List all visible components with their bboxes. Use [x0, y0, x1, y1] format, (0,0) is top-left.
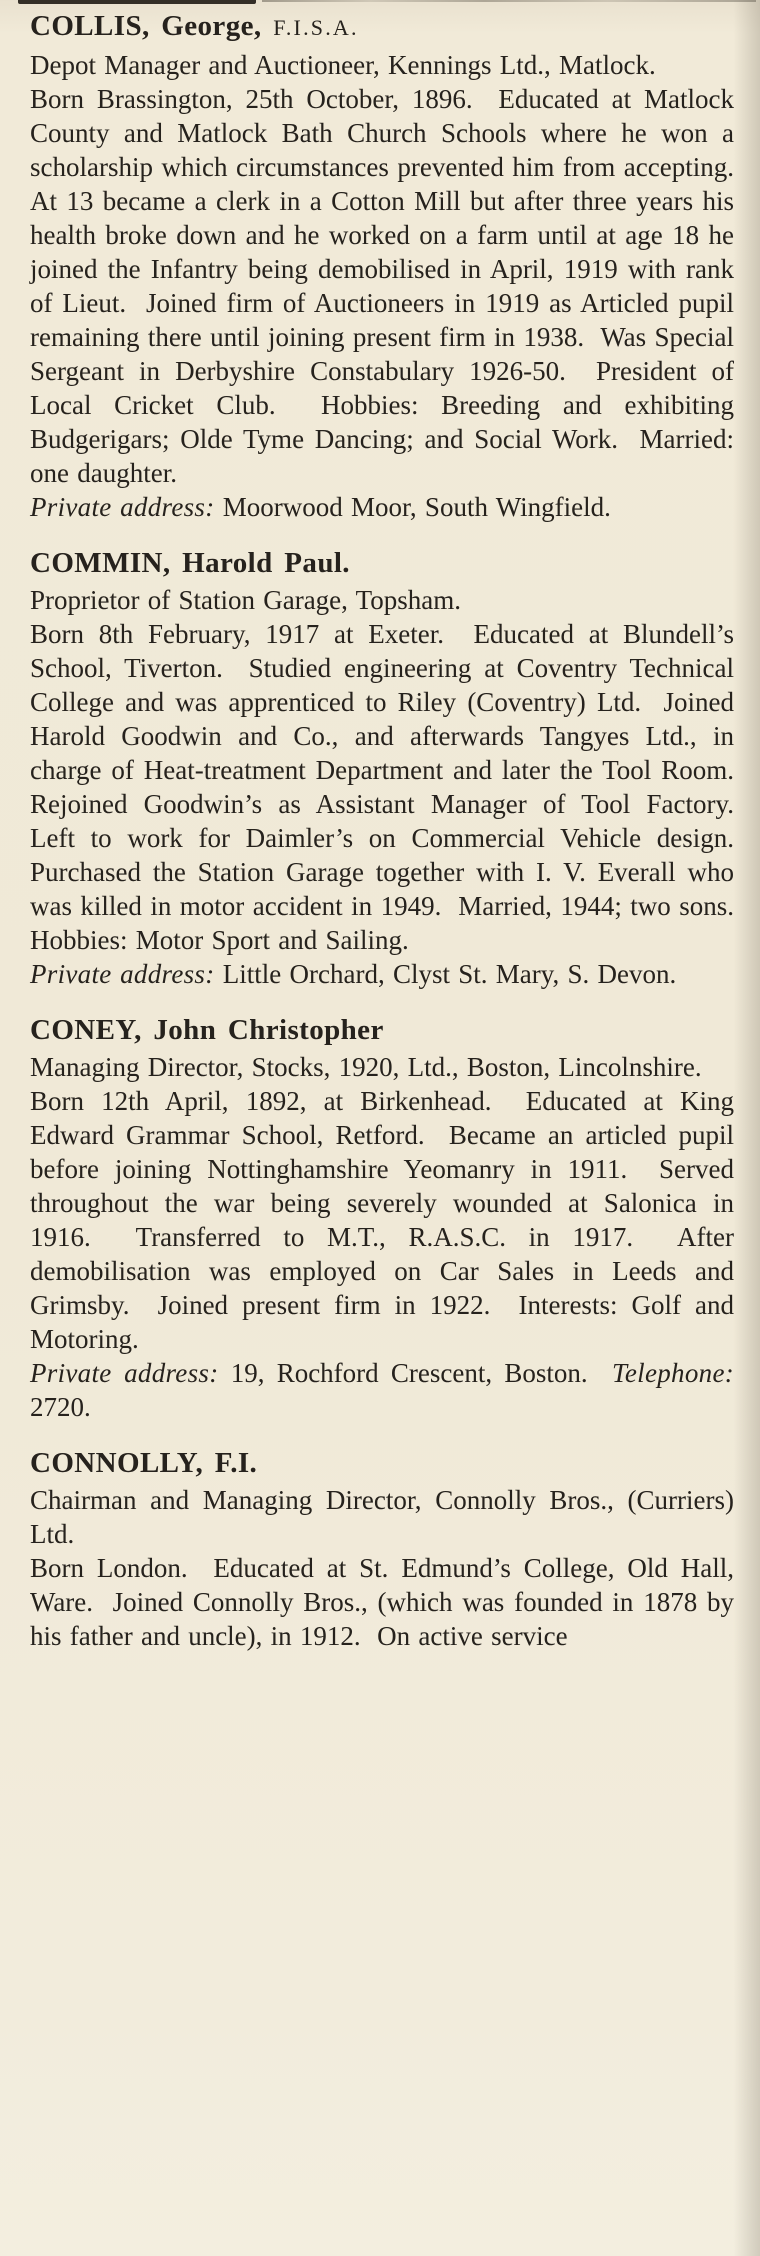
italic-label: Private address:	[30, 492, 215, 522]
italic-label: Telephone:	[612, 1358, 735, 1388]
paragraph-text: Moorwood Moor, South Wingfield.	[214, 492, 611, 522]
entry-name-heading	[30, 1445, 734, 1481]
person-name: COMMIN, Harold Paul.	[30, 547, 350, 579]
entry-paragraph	[30, 1551, 743, 1653]
entry-paragraph	[30, 48, 734, 82]
paragraph-text: Little Orchard, Clyst St. Mary, S. Devon.	[214, 959, 677, 989]
entries-list	[30, 8, 751, 1653]
paragraph-text: Born Brassington, 25th October, 1896. Educated at Matlock County and Matlock Bath Church Schools where he won a scholarship which circumstances prevented him from accepting. At 13 became a clerk in a Cotton Mill but after three years his health broke down and he worked on a farm until at age 18 he joined the Infantry being demobilised in April, 1919 with rank of Lieut. Joined firm of Auctioneers in 1919 as Articled pupil remaining there until joining present firm in 1938. Was Special Sergeant in Derbyshire Constabulary 1926-50. President of Local Cricket Club. Hobbies: Breeding and exhibiting Budgerigars; Olde Tyme Dancing; and Social Work. Married: one daughter.	[30, 84, 751, 488]
paragraph-text: Born London. Educated at St. Edmund’s College, Old Hall, Ware. Joined Connolly Bros., (which was founded in 1878 by his father and uncle), in 1912. On active service	[30, 1553, 743, 1651]
cutoff-line-remnant	[18, 0, 256, 4]
paragraph-text: Proprietor of Station Garage, Topsham.	[30, 585, 462, 615]
person-name: COLLIS, George,	[30, 10, 262, 42]
entry-0	[30, 8, 751, 524]
entry-paragraph	[30, 1483, 743, 1551]
entry-paragraph	[30, 957, 734, 991]
entry-name-heading	[30, 8, 734, 46]
person-name: CONEY, John Christopher	[30, 1014, 384, 1046]
paragraph-text: Born 8th February, 1917 at Exeter. Educated at Blundell’s School, Tiverton. Studied engineering at Coventry Technical College and was apprenticed to Riley (Coventry) Ltd. Joined Harold Goodwin and Co., and afterwards Tangyes Ltd., in charge of Heat-treatment Department and later the Tool Room. Rejoined Goodwin’s as Assistant Manager of Tool Factory. Left to work for Daimler’s on Commercial Vehicle design. Purchased the Station Garage together with I. V. Everall who was killed in motor accident in 1949. Married, 1944; two sons. Hobbies: Motor Sport and Sailing.	[30, 619, 751, 955]
entry-3	[30, 1445, 743, 1653]
italic-label: Private address:	[30, 959, 215, 989]
paragraph-text: Depot Manager and Auctioneer, Kennings Ltd., Matlock.	[30, 50, 656, 80]
entry-name-heading	[30, 545, 734, 581]
paragraph-text: Chairman and Managing Director, Connolly Bros., (Curriers) Ltd.	[30, 1485, 743, 1549]
person-name: CONNOLLY, F.I.	[30, 1447, 258, 1479]
paragraph-text: Managing Director, Stocks, 1920, Ltd., Boston, Lincolnshire.	[30, 1052, 702, 1082]
paragraph-text: 2720.	[30, 1358, 743, 1422]
entry-paragraph	[30, 1356, 743, 1424]
paragraph-text: 19, Rochford Crescent, Boston.	[218, 1358, 613, 1388]
entry-paragraph	[30, 82, 751, 490]
entry-paragraph	[30, 583, 734, 617]
entry-name-heading	[30, 1012, 734, 1048]
entry-1	[30, 545, 751, 991]
entry-paragraph	[30, 1050, 734, 1084]
entry-paragraph	[30, 1084, 743, 1356]
entry-2	[30, 1012, 743, 1424]
cutoff-line-remnant-faint	[262, 0, 756, 2]
paragraph-text: Born 12th April, 1892, at Birkenhead. Educated at King Edward Grammar School, Retford. Became an articled pupil before joining Nottinghamshire Yeomanry in 1911. Served throughout the war being severely wounded at Salonica in 1916. Transferred to M.T., R.A.S.C. in 1917. After demobilisation was employed on Car Sales in Leeds and Grimsby. Joined present firm in 1922. Interests: Golf and Motoring.	[30, 1086, 743, 1354]
italic-label: Private address:	[30, 1358, 219, 1388]
entry-paragraph	[30, 490, 734, 524]
post-nominals: F.I.S.A.	[273, 15, 359, 40]
entry-paragraph	[30, 617, 751, 957]
